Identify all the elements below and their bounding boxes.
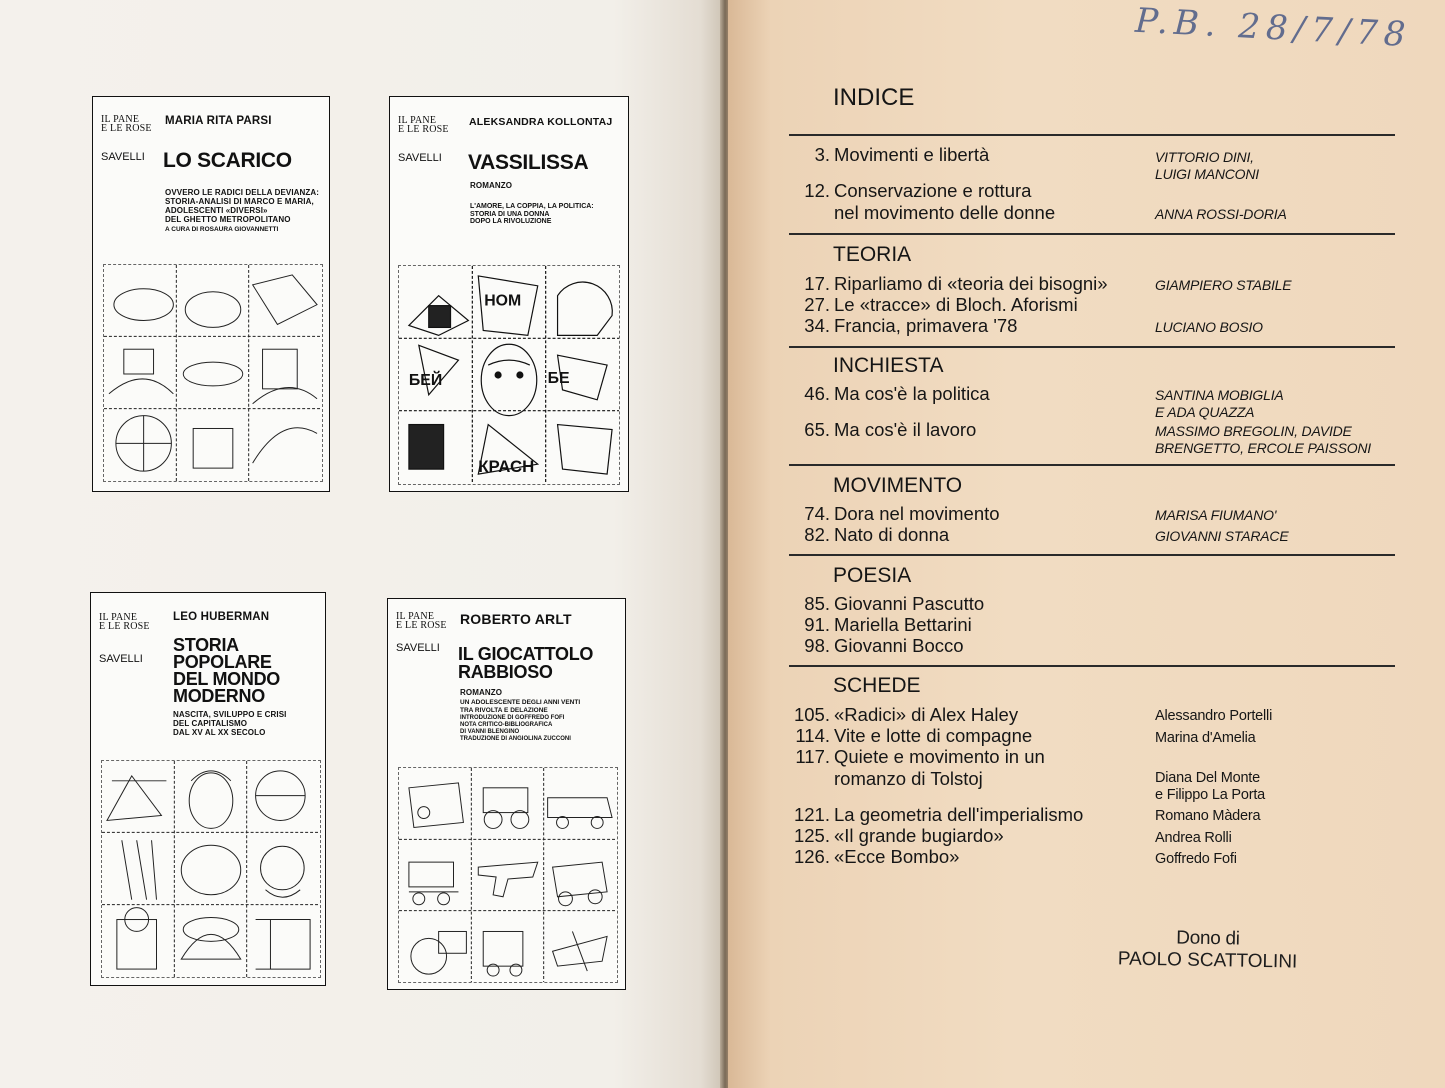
entry-author: GIAMPIERO STABILE [1155, 277, 1292, 293]
cover-credits: A CURA DI ROSAURA GIOVANNETTI [165, 226, 279, 233]
index-title: INDICE [833, 84, 915, 111]
entry-author: MASSIMO BREGOLIN, DAVIDE BRENGETTO, ERCOLE PAISSONI [1155, 423, 1371, 456]
section-heading-schede: SCHEDE [833, 674, 921, 697]
index-entry [760, 846, 1400, 868]
index-entry [760, 273, 1400, 295]
divider [789, 554, 1395, 556]
entry-title: Quiete e movimento in un romanzo di Tolstoj [834, 746, 1045, 789]
entry-author: LUCIANO BOSIO [1155, 319, 1263, 335]
entry-page-number: 34. [804, 315, 830, 336]
section-heading-inchiesta: INCHIESTA [833, 354, 944, 377]
entry-title: La geometria dell'imperialismo [834, 804, 1084, 825]
entry-title: Riparliamo di «teoria dei bisogni» [834, 273, 1108, 294]
entry-page-number: 125. [793, 825, 830, 846]
entry-author: Alessandro Portelli [1155, 708, 1273, 724]
cover-title: IL GIOCATTOLO RABBIOSO [458, 644, 594, 682]
divider [789, 665, 1395, 667]
index-entry [760, 144, 1400, 182]
cover-author: ALEKSANDRA KOLLONTAJ [469, 116, 613, 128]
book-cover-storia-popolare [90, 592, 326, 986]
illustration-collage-icon [103, 264, 323, 482]
index-entry [760, 825, 1400, 847]
cover-notes: INTRODUZIONE DI GOFFREDO FOFI NOTA CRITICO-BIBLIOGRAFICA DI VANNI BLENGINO TRADUZIONE DI ANGIOLINA ZUCCONI [460, 715, 571, 742]
cover-publisher: SAVELLI [396, 642, 440, 654]
entry-page-number: 3. [814, 144, 830, 165]
index-entry [760, 294, 1400, 316]
donation-stamp [1118, 926, 1298, 973]
cover-subtitle: ROMANZO [470, 181, 513, 190]
cover-subtitle: OVVERO LE RADICI DELLA DEVIANZA: STORIA-ANALISI DI MARCO E MARIA, ADOLESCENTI «DIVERSI» DEL GHETTO METROPOLITANO [165, 188, 320, 224]
book-cover-vassilissa [389, 96, 629, 492]
stamp-line-1: Dono di [1176, 927, 1240, 950]
cover-subtitle: NASCITA, SVILUPPO E CRISI DEL CAPITALISMO DAL XV AL XX SECOLO [173, 710, 287, 737]
entry-title: Giovanni Pascutto [834, 593, 985, 614]
cover-title: LO SCARICO [163, 149, 292, 172]
entry-title: Mariella Bettarini [834, 614, 972, 635]
index-entry [760, 746, 1400, 803]
stamp-line-2: PAOLO SCATTOLINI [1117, 948, 1298, 973]
cover-credits: L'AMORE, LA COPPIA, LA POLITICA: STORIA DI UNA DONNA DOPO LA RIVOLUZIONE [470, 203, 594, 225]
cover-series: IL PANE E LE ROSE [398, 115, 449, 135]
cover-author: MARIA RITA PARSI [165, 115, 272, 127]
svg-text:НОМ: НОМ [484, 292, 522, 310]
entry-title: Francia, primavera '78 [834, 315, 1018, 336]
entry-author: Goffredo Fofi [1155, 851, 1237, 867]
entry-title: «Radici» di Alex Haley [834, 704, 1019, 725]
entry-title: Nato di donna [834, 524, 950, 545]
toys-collage-icon [398, 767, 618, 983]
entry-page-number: 82. [804, 524, 830, 545]
book-cover-il-giocattolo-rabbioso [387, 598, 626, 990]
entry-title: Movimenti e libertà [834, 144, 990, 165]
entry-page-number: 46. [804, 383, 830, 404]
entry-page-number: 85. [804, 593, 830, 614]
entry-page-number: 91. [804, 614, 830, 635]
entry-author: Romano Màdera [1155, 808, 1261, 824]
entry-title: «Il grande bugiardo» [834, 825, 1004, 846]
entry-author: SANTINA MOBIGLIA E ADA QUAZZA [1155, 387, 1284, 420]
index-entry [760, 725, 1400, 747]
handwritten-annotation: P.B. 28/7/78 [1134, 0, 1413, 56]
cover-publisher: SAVELLI [101, 151, 145, 163]
entry-page-number: 74. [804, 503, 830, 524]
entry-author: GIOVANNI STARACE [1155, 528, 1289, 544]
entry-page-number: 27. [804, 294, 830, 315]
entry-title: Le «tracce» di Bloch. Aforismi [834, 294, 1078, 315]
section-heading-teoria: TEORIA [833, 243, 912, 266]
entry-page-number: 12. [804, 180, 830, 201]
svg-text:БЕЙ: БЕЙ [408, 371, 443, 389]
entry-author: Andrea Rolli [1155, 830, 1232, 846]
section-heading-poesia: POESIA [833, 564, 912, 587]
entry-title: Vite e lotte di compagne [834, 725, 1033, 746]
divider [789, 233, 1395, 235]
entry-page-number: 126. [793, 846, 830, 867]
cover-title: VASSILISSA [468, 151, 589, 174]
index-entry [760, 180, 1400, 223]
entry-title: Giovanni Bocco [834, 635, 964, 656]
constructivist-collage-icon [398, 265, 620, 485]
index-entry [760, 804, 1400, 826]
history-collage-icon [101, 760, 321, 978]
cover-credits: UN ADOLESCENTE DEGLI ANNI VENTI TRA RIVOLTA E DELAZIONE [460, 699, 581, 714]
index-entry [760, 419, 1400, 456]
index-entry [760, 315, 1400, 337]
entry-page-number: 117. [795, 746, 830, 767]
entry-author: Marina d'Amelia [1155, 730, 1256, 746]
index-entry [760, 383, 1400, 420]
cover-subtitle: ROMANZO [460, 688, 503, 697]
svg-text:КРАСН: КРАСН [478, 457, 535, 477]
entry-title: Conservazione e rottura nel movimento delle donne [834, 180, 1056, 223]
index-entry [760, 503, 1400, 525]
entry-title: Ma cos'è il lavoro [834, 419, 977, 440]
book-cover-lo-scarico [92, 96, 330, 492]
entry-page-number: 17. [804, 273, 830, 294]
index-entry [760, 524, 1400, 546]
divider [789, 134, 1395, 136]
section-heading-movimento: MOVIMENTO [833, 474, 963, 497]
entry-author: Diana Del Monte e Filippo La Porta [1155, 770, 1266, 803]
entry-title: Ma cos'è la politica [834, 383, 990, 404]
cover-series: IL PANE E LE ROSE [99, 612, 150, 632]
cover-publisher: SAVELLI [398, 152, 442, 164]
divider [789, 464, 1395, 466]
cover-title: STORIA POPOLARE DEL MONDO MODERNO [173, 635, 280, 706]
cover-series: IL PANE E LE ROSE [101, 114, 152, 134]
svg-text:БЕ: БЕ [547, 369, 570, 387]
cover-series: IL PANE E LE ROSE [396, 611, 447, 631]
divider [789, 346, 1395, 348]
index-entry [760, 593, 1400, 615]
entry-page-number: 114. [795, 725, 830, 746]
entry-title: «Ecce Bombo» [834, 846, 960, 867]
entry-author: VITTORIO DINI, LUIGI MANCONI [1155, 149, 1259, 182]
cover-author: ROBERTO ARLT [460, 611, 572, 627]
index-entry [760, 635, 1400, 657]
entry-page-number: 98. [804, 635, 830, 656]
entry-author: ANNA ROSSI-DORIA [1155, 206, 1287, 222]
entry-page-number: 65. [804, 419, 830, 440]
entry-page-number: 121. [793, 804, 830, 825]
index-entry [760, 614, 1400, 636]
cover-author: LEO HUBERMAN [173, 611, 270, 623]
index-entry [760, 704, 1400, 726]
cover-publisher: SAVELLI [99, 653, 143, 665]
entry-title: Dora nel movimento [834, 503, 1000, 524]
entry-page-number: 105. [793, 704, 830, 725]
entry-author: MARISA FIUMANO' [1155, 507, 1277, 523]
